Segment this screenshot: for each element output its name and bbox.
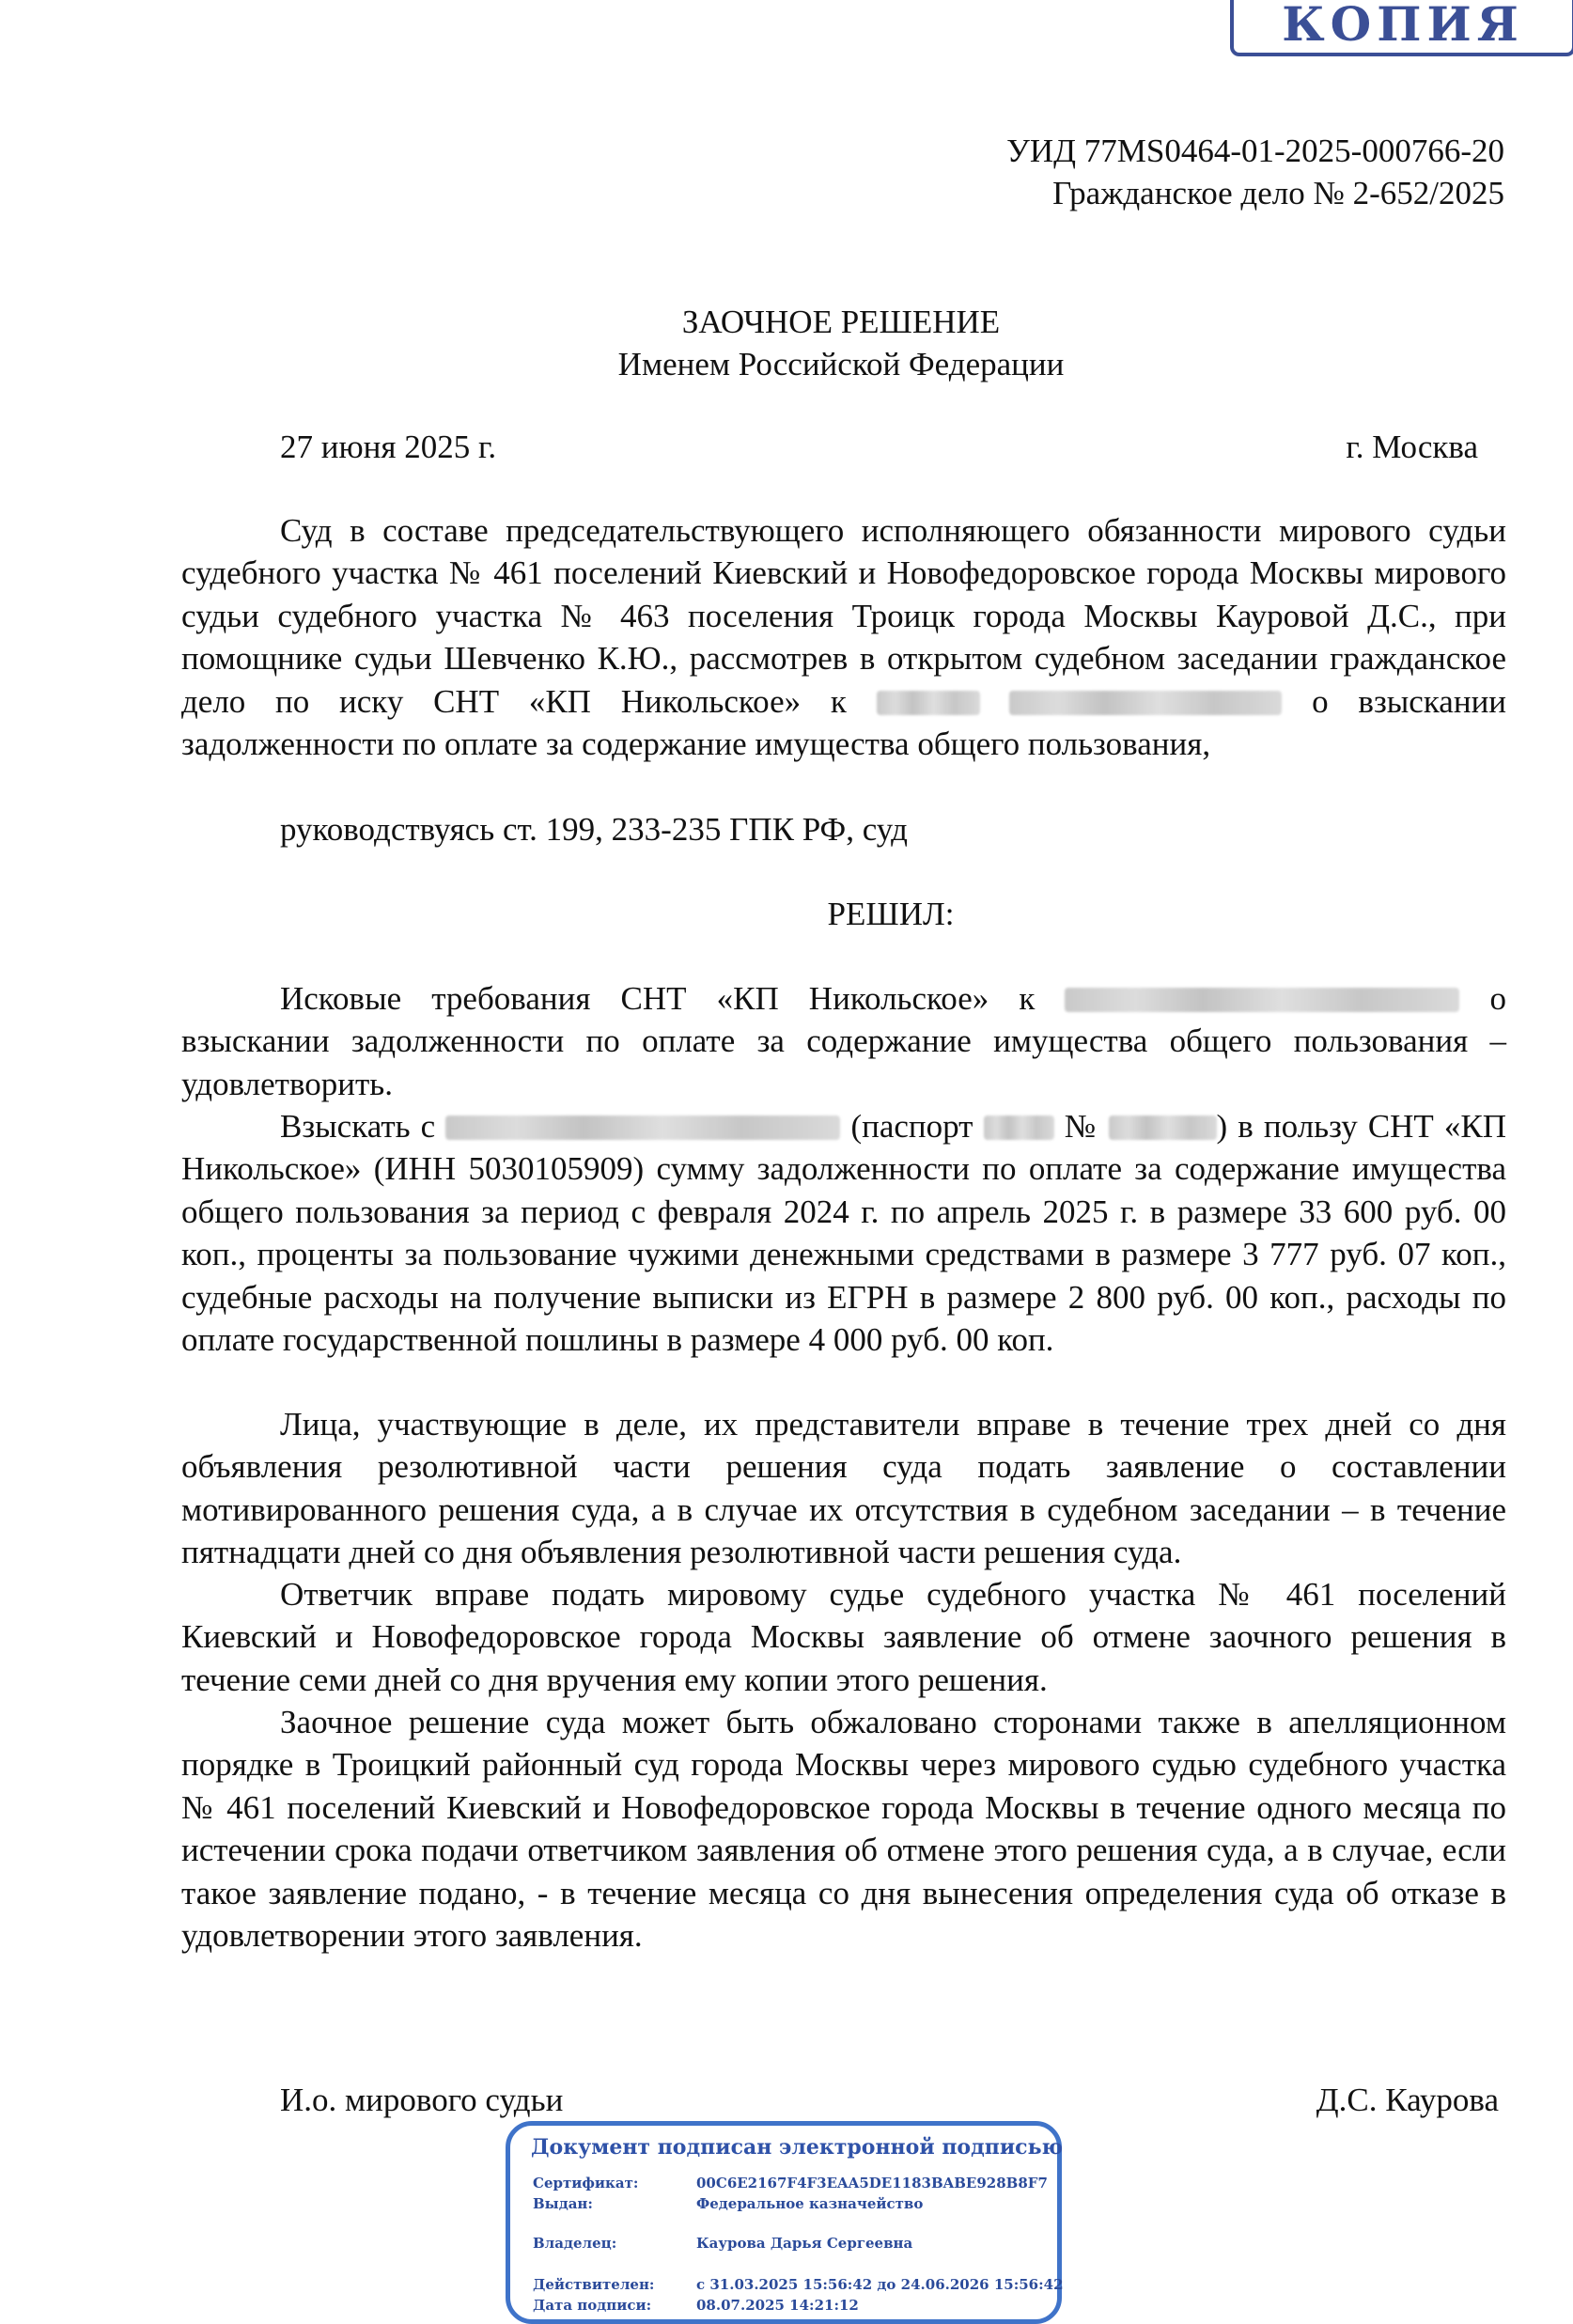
document-title: ЗАОЧНОЕ РЕШЕНИЕ — [681, 304, 1001, 340]
signature-name: Д.С. Каурова — [1316, 2082, 1499, 2118]
esig-date-value: 08.07.2025 14:21:12 — [696, 2297, 859, 2314]
esig-issued-value: Федеральное казначейство — [696, 2195, 924, 2212]
intro-paragraph — [181, 509, 1506, 765]
signature-role: И.о. мирового судьи — [280, 2082, 564, 2118]
esig-valid-value: с 31.03.2025 15:56:42 до 24.06.2026 15:56:42 — [696, 2276, 1064, 2293]
intro-text-b: о взыскании задолженности по оплате за содержание имущества общего пользования, — [181, 682, 1507, 763]
case-uid: УИД 77MS0464-01-2025-000766-20 — [1006, 133, 1504, 169]
intro-text-a: Суд в составе председательствующего исполняющего обязанности мирового судьи судебного участка № 461 поселений Киевский и Новофедоровское города Москвы мирового судьи судебного участка № 463 поселения Троицк города Москвы Кауровой Д.С., при помощнике судьи Шевченко К.Ю., рассмотрев в открытом судебном заседании гражданское дело по иску СНТ «КП Никольское» к — [181, 512, 1506, 720]
recovery-text-d: ) в пользу СНТ «КП Никольское» (ИНН 5030105909) сумму задолженности по оплате за содержание имущества общего пользования за период с февраля 2024 г. по апрель 2025 г. в размере 33 600 руб. 00 коп., проценты за пользование чужими денежными средствами в размере 3 777 руб. 07 коп., судебные расходы на получение выписки из ЕГРН в размере 2 800 руб. 00 коп., расходы по оплате государственной пошлины в размере 4 000 руб. 00 коп. — [181, 1108, 1507, 1359]
esig-valid-label: Действителен: — [533, 2276, 655, 2293]
redacted-defendant-name — [445, 1115, 840, 1140]
cancellation-paragraph: Ответчик вправе подать мировому судье судебного участка № 461 поселений Киевский и Новофедоровское города Москвы заявление об отмене заочного решения в течение семи дней со дня вручения ему копии этого решения. — [181, 1576, 1506, 1698]
redacted-defendant-name — [877, 691, 980, 715]
decision-city: г. Москва — [1346, 429, 1478, 465]
document-subtitle: Именем Российской Федерации — [617, 346, 1065, 382]
case-number: Гражданское дело № 2-652/2025 — [1052, 175, 1504, 211]
reasoned-decision-paragraph: Лица, участвующие в деле, их представители вправе в течение трех дней со дня объявления резолютивной части решения суда подать заявление о составлении мотивированного решения суда, а в случае их отсутствия в судебном заседании – в течение пятнадцати дней со дня объявления резолютивной части решения суда. — [181, 1406, 1506, 1571]
claims-text-b: о взыскании задолженности по оплате за содержание имущества общего пользования – удовлетворить. — [181, 980, 1507, 1102]
esig-title: Документ подписан электронной подписью — [531, 2135, 1064, 2160]
redacted-defendant-name — [1065, 988, 1459, 1012]
electronic-signature-stamp — [506, 2121, 1062, 2324]
claims-paragraph — [181, 977, 1506, 1105]
esig-owner-label: Владелец: — [533, 2235, 617, 2252]
redacted-passport-series — [984, 1115, 1054, 1140]
decided-heading: РЕШИЛ: — [827, 896, 955, 932]
recovery-paragraph — [181, 1105, 1506, 1361]
redacted-defendant-name — [1009, 691, 1282, 715]
esig-cert-value: 00C6E2167F4F3EAA5DE1183BABE928B8F7 — [696, 2175, 1048, 2191]
esig-date-label: Дата подписи: — [533, 2297, 652, 2314]
claims-text-a: Исковые требования СНТ «КП Никольское» к — [280, 980, 1036, 1017]
recovery-text-a: Взыскать с — [280, 1108, 436, 1145]
esig-owner-value: Каурова Дарья Сергеевна — [696, 2235, 913, 2252]
redacted-passport-number — [1109, 1115, 1217, 1140]
esig-issued-label: Выдан: — [533, 2195, 593, 2212]
copy-stamp: КОПИЯ — [1230, 0, 1573, 56]
decision-date: 27 июня 2025 г. — [280, 429, 497, 465]
appeal-paragraph: Заочное решение суда может быть обжаловано сторонами также в апелляционном порядке в Троицкий районный суд города Москвы через мирового судью судебного участка № 461 поселений Киевский и Новофедоровское города Москвы в течение одного месяца по истечении срока подачи ответчиком заявления об отмене этого решения суда, а в случае, если такое заявление подано, - в течение месяца со дня вынесения определения суда об отказе в удовлетворении этого заявления. — [181, 1704, 1506, 1955]
guided-by-line: руководствуясь ст. 199, 233-235 ГПК РФ, суд — [280, 811, 908, 848]
recovery-text-b: (паспорт — [850, 1108, 973, 1145]
recovery-text-c: № — [1064, 1108, 1098, 1145]
esig-cert-label: Сертификат: — [533, 2175, 639, 2191]
